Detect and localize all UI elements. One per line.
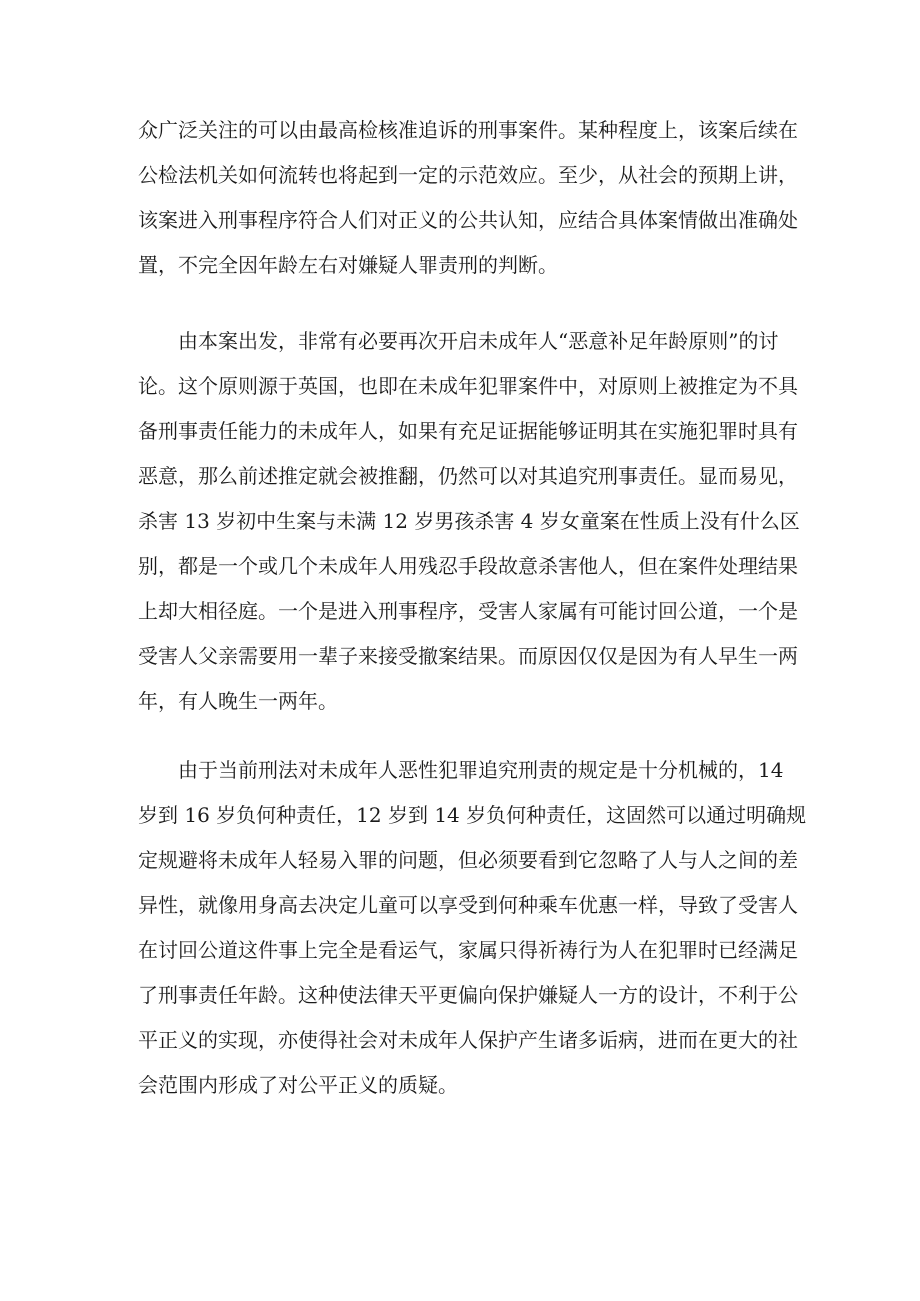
text-line: 杀害 13 岁初中生案与未满 12 岁男孩杀害 4 岁女童案在性质上没有什么区 [138,509,800,533]
text-line: 异性，就像用身高去决定儿童可以享受到何种乘车优惠一样，导致了受害人 [138,893,798,917]
text-line: 会范围内形成了对公平正义的质疑。 [138,1073,458,1097]
text-line: 公检法机关如何流转也将起到一定的示范效应。至少，从社会的预期上讲， [138,163,798,187]
text-line: 受害人父亲需要用一辈子来接受撤案结果。而原因仅仅是因为有人早生一两 [138,644,798,668]
text-line: 该案进入刑事程序符合人们对正义的公共认知，应结合具体案情做出准确处 [138,208,798,232]
text-line: 上却大相径庭。一个是进入刑事程序，受害人家属有可能讨回公道，一个是 [138,599,798,623]
text-line: 论。这个原则源于英国，也即在未成年犯罪案件中，对原则上被推定为不具 [138,374,798,398]
text-line: 在讨回公道这件事上完全是看运气，家属只得祈祷行为人在犯罪时已经满足 [138,938,798,962]
text-line: 众广泛关注的可以由最高检核准追诉的刑事案件。某种程度上，该案后续在 [138,118,798,142]
text-line: 备刑事责任能力的未成年人，如果有充足证据能够证明其在实施犯罪时具有 [138,419,798,443]
text-line: 平正义的实现，亦使得社会对未成年人保护产生诸多诟病，进而在更大的社 [138,1028,798,1052]
text-line: 岁到 16 岁负何种责任，12 岁到 14 岁负何种责任，这固然可以通过明确规 [138,803,807,827]
text-line: 了刑事责任年龄。这种使法律天平更偏向保护嫌疑人一方的设计，不利于公 [138,983,798,1007]
text-line: 别，都是一个或几个未成年人用残忍手段故意杀害他人，但在案件处理结果 [138,554,798,578]
text-line: 由本案出发，非常有必要再次开启未成年人“恶意补足年龄原则”的讨 [178,329,779,353]
text-line: 恶意，那么前述推定就会被推翻，仍然可以对其追究刑事责任。显而易见， [138,464,798,488]
text-line: 年，有人晚生一两年。 [138,689,338,713]
text-line: 置，不完全因年龄左右对嫌疑人罪责刑的判断。 [138,253,558,277]
text-line: 由于当前刑法对未成年人恶性犯罪追究刑责的规定是十分机械的，14 [178,758,784,782]
text-line: 定规避将未成年人轻易入罪的问题，但必须要看到它忽略了人与人之间的差 [138,848,798,872]
